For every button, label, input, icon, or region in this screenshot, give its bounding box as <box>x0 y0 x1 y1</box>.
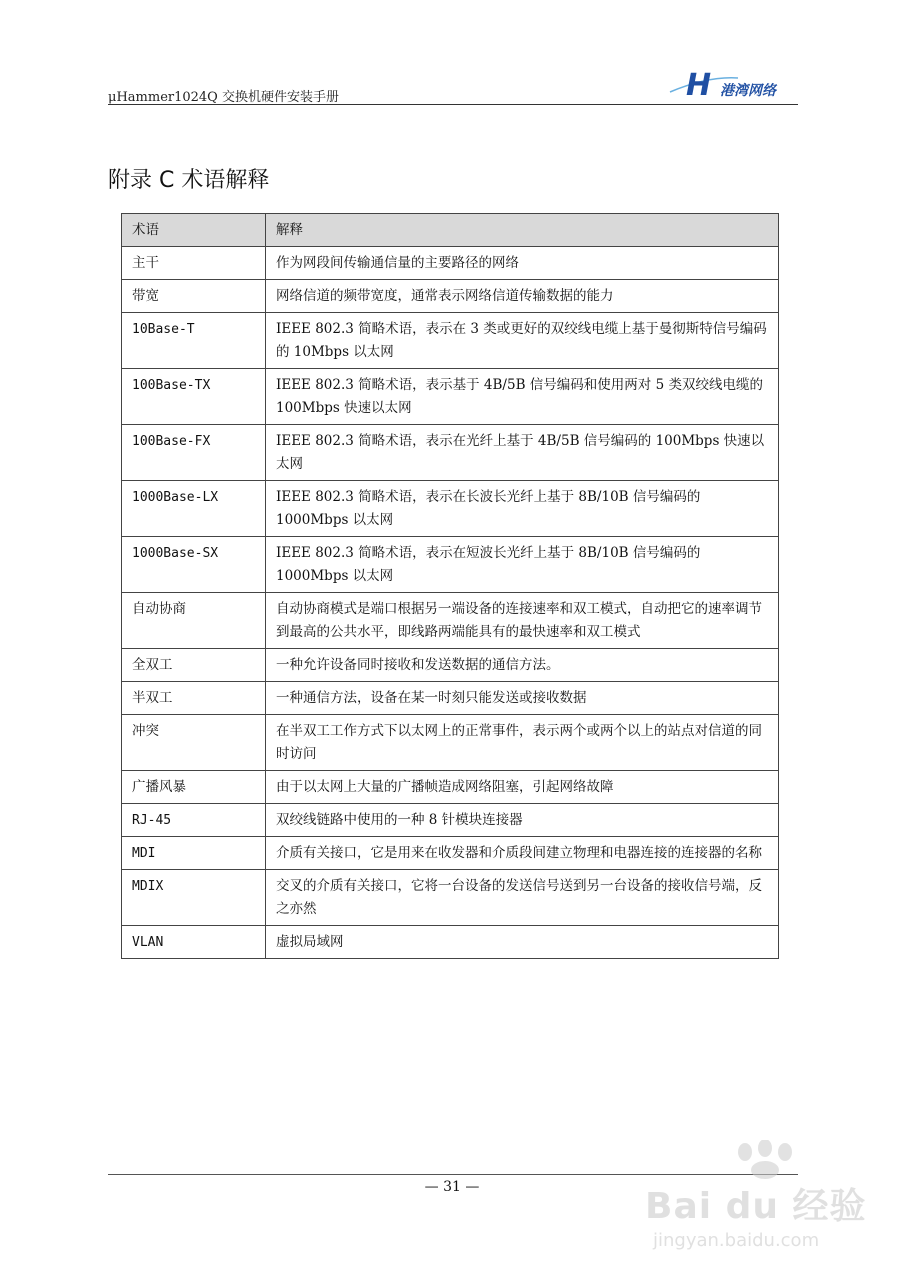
term-cell: 100Base-TX <box>122 369 266 425</box>
table-header-row <box>122 214 779 247</box>
logo-text: 港湾网络 <box>720 83 776 99</box>
explanation-cell: 网络信道的频带宽度，通常表示网络信道传输数据的能力 <box>266 280 779 313</box>
explanation-cell: 虚拟局域网 <box>266 926 779 959</box>
term-cell: 广播风暴 <box>122 771 266 804</box>
baidu-watermark <box>645 1140 895 1270</box>
term-cell: MDIX <box>122 870 266 926</box>
term-cell: 全双工 <box>122 649 266 682</box>
explanation-cell: 在半双工工作方式下以太网上的正常事件，表示两个或两个以上的站点对信道的同时访问 <box>266 715 779 771</box>
logo-letter: H <box>686 70 712 100</box>
term-cell: MDI <box>122 837 266 870</box>
term-cell: RJ-45 <box>122 804 266 837</box>
document-title: μHammer1024Q 交换机硬件安装手册 <box>108 90 339 105</box>
table-row <box>122 870 779 926</box>
term-cell: 主干 <box>122 247 266 280</box>
explanation-cell: 介质有关接口，它是用来在收发器和介质段间建立物理和电器连接的连接器的名称 <box>266 837 779 870</box>
glossary-table <box>121 213 779 959</box>
appendix-heading: 附录 C 术语解释 <box>108 168 270 193</box>
table-row <box>122 649 779 682</box>
table-row <box>122 682 779 715</box>
table-row <box>122 593 779 649</box>
table-row <box>122 926 779 959</box>
table-row <box>122 481 779 537</box>
term-cell: 半双工 <box>122 682 266 715</box>
table-row <box>122 837 779 870</box>
column-header-explanation: 解释 <box>266 214 779 247</box>
paw-icon <box>715 1140 835 1180</box>
table-body <box>122 247 779 959</box>
explanation-cell: 自动协商模式是端口根据另一端设备的连接速率和双工模式，自动把它的速率调节到最高的公共水平，即线路两端能具有的最快速率和双工模式 <box>266 593 779 649</box>
table-row <box>122 247 779 280</box>
table-row <box>122 425 779 481</box>
watermark-brand: Bai du 经验 <box>645 1186 867 1227</box>
explanation-cell: 一种允许设备同时接收和发送数据的通信方法。 <box>266 649 779 682</box>
logo-graphic <box>668 70 798 100</box>
table-row <box>122 369 779 425</box>
watermark-url: jingyan.baidu.com <box>653 1230 820 1251</box>
table-row <box>122 771 779 804</box>
page-number: — 31 — <box>424 1179 480 1195</box>
table-row <box>122 804 779 837</box>
term-cell: 1000Base-LX <box>122 481 266 537</box>
term-cell: 1000Base-SX <box>122 537 266 593</box>
explanation-cell: 双绞线链路中使用的一种 8 针模块连接器 <box>266 804 779 837</box>
explanation-cell: IEEE 802.3 简略术语，表示基于 4B/5B 信号编码和使用两对 5 类双绞线电缆的 100Mbps 快速以太网 <box>266 369 779 425</box>
explanation-cell: IEEE 802.3 简略术语，表示在长波长光纤上基于 8B/10B 信号编码的 1000Mbps 以太网 <box>266 481 779 537</box>
explanation-cell: 一种通信方法，设备在某一时刻只能发送或接收数据 <box>266 682 779 715</box>
table-row <box>122 537 779 593</box>
table-row <box>122 280 779 313</box>
table-row <box>122 313 779 369</box>
explanation-cell: IEEE 802.3 简略术语，表示在 3 类或更好的双绞线电缆上基于曼彻斯特信号编码的 10Mbps 以太网 <box>266 313 779 369</box>
explanation-cell: IEEE 802.3 简略术语，表示在短波长光纤上基于 8B/10B 信号编码的 1000Mbps 以太网 <box>266 537 779 593</box>
term-cell: 100Base-FX <box>122 425 266 481</box>
term-cell: 带宽 <box>122 280 266 313</box>
term-cell: 10Base-T <box>122 313 266 369</box>
table-row <box>122 715 779 771</box>
explanation-cell: 作为网段间传输通信量的主要路径的网络 <box>266 247 779 280</box>
explanation-cell: IEEE 802.3 简略术语，表示在光纤上基于 4B/5B 信号编码的 100Mbps 快速以太网 <box>266 425 779 481</box>
column-header-term: 术语 <box>122 214 266 247</box>
header-divider <box>108 104 798 105</box>
explanation-cell: 由于以太网上大量的广播帧造成网络阻塞，引起网络故障 <box>266 771 779 804</box>
term-cell: 自动协商 <box>122 593 266 649</box>
explanation-cell: 交叉的介质有关接口，它将一台设备的发送信号送到另一台设备的接收信号端，反之亦然 <box>266 870 779 926</box>
term-cell: 冲突 <box>122 715 266 771</box>
company-logo <box>668 70 798 100</box>
term-cell: VLAN <box>122 926 266 959</box>
